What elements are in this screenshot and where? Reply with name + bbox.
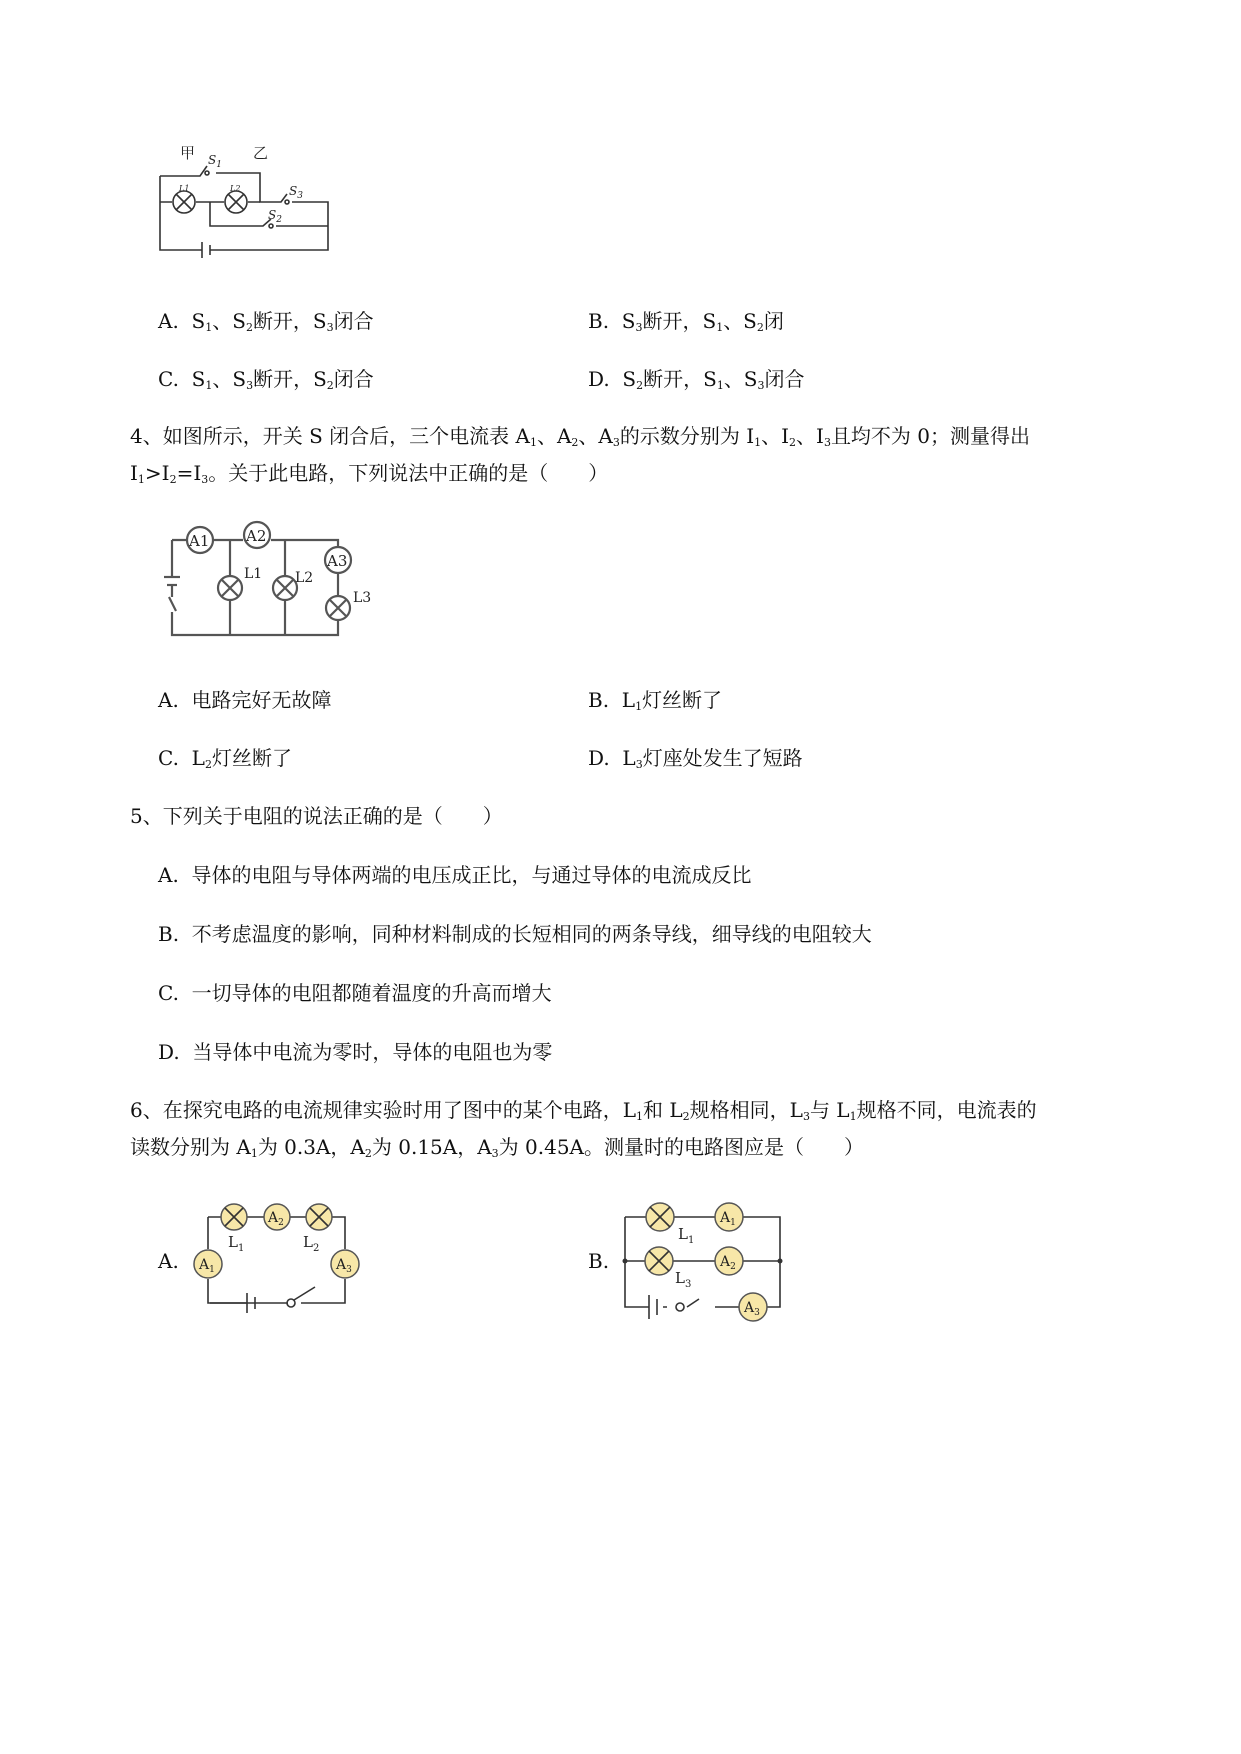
option-letter: A. <box>158 309 179 333</box>
stem-text: 4、如图所示，开关 S 闭合后，三个电流表 A <box>130 424 530 448</box>
subscript: 1 <box>636 1110 644 1123</box>
option-text: 断开，S <box>643 367 717 391</box>
q4-lamp-l2 <box>273 570 313 600</box>
q3-label-l2: L2 <box>230 184 241 193</box>
subscript: 2 <box>204 758 212 771</box>
option-text: 闭合 <box>333 367 374 391</box>
stem-text: 规格不同，电流表的 <box>856 1098 1037 1122</box>
option-text: 一切导体的电阻都随着温度的升高而增大 <box>191 981 552 1005</box>
option-text: 不考虑温度的影响，同种材料制成的长短相同的两条导线，细导线的电阻较大 <box>191 922 872 946</box>
svg-text:A1: $A_1$ <box>199 1257 215 1275</box>
subscript: 2 <box>245 321 253 334</box>
svg-text:A1: A1 <box>189 532 210 550</box>
stem-text: 的示数分别为 I <box>619 424 755 448</box>
q3-option-d[interactable] <box>588 361 805 397</box>
q6b-ammeter-a2 <box>715 1247 743 1275</box>
option-letter: C. <box>158 367 179 391</box>
q6a-ammeter-a3 <box>331 1250 359 1278</box>
q4-ammeter-a1 <box>187 527 213 553</box>
subscript: 3 <box>635 758 643 771</box>
subscript: 2 <box>636 379 644 392</box>
option-text: 、S <box>212 309 246 333</box>
q6a-lamp-l1 <box>221 1204 247 1254</box>
q6-option-b-letter[interactable]: B. <box>588 1249 610 1273</box>
stem-text: 、I <box>761 424 790 448</box>
q4-stem-line2 <box>130 455 608 491</box>
q4-option-c[interactable] <box>158 740 292 776</box>
subscript: 3 <box>201 473 209 486</box>
option-text: 闭合 <box>333 309 374 333</box>
option-text: L <box>191 746 205 770</box>
svg-text:L1: $L_1$ <box>228 1233 245 1254</box>
option-text: S <box>191 309 206 333</box>
stem-text: 为 0.45A。测量时的电路图应是（ ） <box>498 1135 864 1159</box>
subscript: 2 <box>364 1147 372 1160</box>
subscript: 3 <box>491 1147 499 1160</box>
subscript: 3 <box>757 379 765 392</box>
subscript: 1 <box>635 700 643 713</box>
svg-text:A2: A2 <box>246 527 267 545</box>
subscript: 3 <box>612 436 620 449</box>
q6a-ammeter-a2 <box>264 1204 290 1230</box>
q4-circuit-diagram <box>150 520 390 650</box>
q6a-lamp-l2 <box>303 1204 332 1254</box>
svg-text:L3: L3 <box>353 590 372 606</box>
option-text: 当导体中电流为零时，导体的电阻也为零 <box>192 1040 553 1064</box>
stem-text: 与 L <box>809 1098 850 1122</box>
option-text: 灯丝断了 <box>642 688 723 712</box>
subscript: 2 <box>756 321 764 334</box>
option-text: 断开，S <box>252 309 327 333</box>
option-text: L <box>622 746 636 770</box>
q4-ammeter-a2 <box>244 522 270 548</box>
q3-label-l1: L1 <box>179 184 190 193</box>
q3-label-jia: 甲 <box>180 144 196 162</box>
svg-text:A3: $A_3$ <box>336 1257 352 1275</box>
stem-text: 为 0.15A，A <box>371 1135 492 1159</box>
q3-label-s3: $S_3$ <box>289 184 303 201</box>
q3-label-s1: $S_1$ <box>208 153 222 170</box>
stem-text: 为 0.3A，A <box>257 1135 365 1159</box>
subscript: 1 <box>716 321 724 334</box>
q4-ammeter-a3 <box>325 547 351 573</box>
svg-text:L2: L2 <box>295 570 314 586</box>
subscript: 2 <box>682 1110 690 1123</box>
q6-option-a-letter[interactable]: A. <box>158 1249 179 1273</box>
svg-text:A2: $A_2$ <box>720 1254 736 1272</box>
option-text: 、S <box>723 367 758 391</box>
option-text: L <box>621 688 636 712</box>
stem-text: I <box>130 461 138 485</box>
q4-lamp-l1 <box>218 566 262 600</box>
stem-text: 、I <box>796 424 824 448</box>
option-text: 灯丝断了 <box>211 746 292 770</box>
stem-text: >I <box>144 461 170 485</box>
option-letter: D. <box>588 367 610 391</box>
subscript: 1 <box>529 436 537 449</box>
q3-option-b[interactable] <box>588 303 784 339</box>
q4-option-d[interactable] <box>588 740 803 776</box>
stem-text: 读数分别为 A <box>130 1135 251 1159</box>
q4-option-a[interactable] <box>158 682 332 718</box>
q3-label-yi: 乙 <box>253 144 269 162</box>
q3-circuit-diagram <box>150 140 350 270</box>
subscript: 1 <box>205 379 213 392</box>
q6b-lamp-l3 <box>645 1247 691 1290</box>
stem-text: 且均不为 0；测量得出 <box>830 424 1031 448</box>
q5-option-a[interactable] <box>158 857 752 893</box>
q4-stem-line1 <box>130 418 1030 454</box>
svg-text:L1: L1 <box>244 566 263 582</box>
q6b-ammeter-a3 <box>739 1293 767 1321</box>
option-text: S <box>622 367 637 391</box>
option-text: S <box>191 367 206 391</box>
svg-text:L3: $L_3$ <box>675 1269 692 1290</box>
stem-text: 、A <box>536 424 572 448</box>
option-text: 断开，S <box>253 367 327 391</box>
stem-text: 。关于此电路，下列说法中正确的是（ ） <box>208 461 609 485</box>
subscript: 3 <box>802 1110 810 1123</box>
q6-circuit-a[interactable] <box>190 1195 370 1325</box>
option-letter: D. <box>588 746 610 770</box>
option-letter: B. <box>158 922 180 946</box>
option-text: 断开，S <box>642 309 717 333</box>
q6b-ammeter-a1 <box>715 1203 743 1231</box>
subscript: 3 <box>635 321 643 334</box>
q4-option-b[interactable] <box>588 682 722 718</box>
svg-text:L2: $L_2$ <box>303 1233 320 1254</box>
q3-option-a[interactable] <box>158 303 374 339</box>
option-text: S <box>621 309 636 333</box>
svg-text:A3: $A_3$ <box>744 1300 760 1318</box>
svg-text:A2: $A_2$ <box>268 1210 284 1228</box>
stem-text: 6、在探究电路的电流规律实验时用了图中的某个电路，L <box>130 1098 637 1122</box>
stem-text: 、A <box>578 424 613 448</box>
subscript: 1 <box>754 436 762 449</box>
q3-option-c[interactable] <box>158 361 374 397</box>
option-text: 、S <box>723 309 757 333</box>
subscript: 3 <box>823 436 831 449</box>
stem-text: =I <box>176 461 202 485</box>
q5-option-c[interactable] <box>158 975 552 1011</box>
stem-text: 和 L <box>643 1098 683 1122</box>
option-letter: C. <box>158 746 179 770</box>
subscript: 1 <box>716 379 724 392</box>
q5-option-d[interactable] <box>158 1034 552 1070</box>
subscript: 2 <box>326 379 334 392</box>
q3-lamp-l2 <box>225 191 247 213</box>
q3-label-s2: $S_2$ <box>268 208 282 225</box>
option-letter: B. <box>588 688 610 712</box>
subscript: 2 <box>169 473 177 486</box>
option-text: 闭 <box>763 309 784 333</box>
subscript: 1 <box>849 1110 857 1123</box>
svg-text:L1: $L_1$ <box>678 1225 695 1246</box>
q3-lamp-l1 <box>173 191 195 213</box>
option-text: 、S <box>212 367 247 391</box>
subscript: 3 <box>246 379 254 392</box>
q6a-ammeter-a1 <box>194 1250 222 1278</box>
stem-text: 规格相同，L <box>689 1098 803 1122</box>
option-letter: A. <box>158 863 179 887</box>
q6b-lamp-l1 <box>646 1203 694 1246</box>
option-letter: D. <box>158 1040 180 1064</box>
q6-stem-line2 <box>130 1129 864 1165</box>
option-letter: C. <box>158 981 179 1005</box>
q6-circuit-b[interactable] <box>615 1195 795 1335</box>
svg-text:A1: $A_1$ <box>720 1210 736 1228</box>
svg-text:A3: A3 <box>327 552 348 570</box>
option-text: 闭合 <box>764 367 805 391</box>
subscript: 1 <box>205 321 213 334</box>
q5-stem: 5、下列关于电阻的说法正确的是（ ） <box>130 804 503 828</box>
subscript: 3 <box>326 321 334 334</box>
option-letter: A. <box>158 688 179 712</box>
option-text: 灯座处发生了短路 <box>642 746 803 770</box>
option-text: 电路完好无故障 <box>191 688 332 712</box>
subscript: 2 <box>789 436 797 449</box>
subscript: 1 <box>137 473 145 486</box>
q5-option-b[interactable] <box>158 916 872 952</box>
subscript: 2 <box>571 436 579 449</box>
option-letter: B. <box>588 309 610 333</box>
q4-lamp-l3 <box>326 590 371 620</box>
option-text: 导体的电阻与导体两端的电压成正比，与通过导体的电流成反比 <box>191 863 752 887</box>
q6-stem-line1 <box>130 1092 1037 1128</box>
subscript: 1 <box>250 1147 258 1160</box>
